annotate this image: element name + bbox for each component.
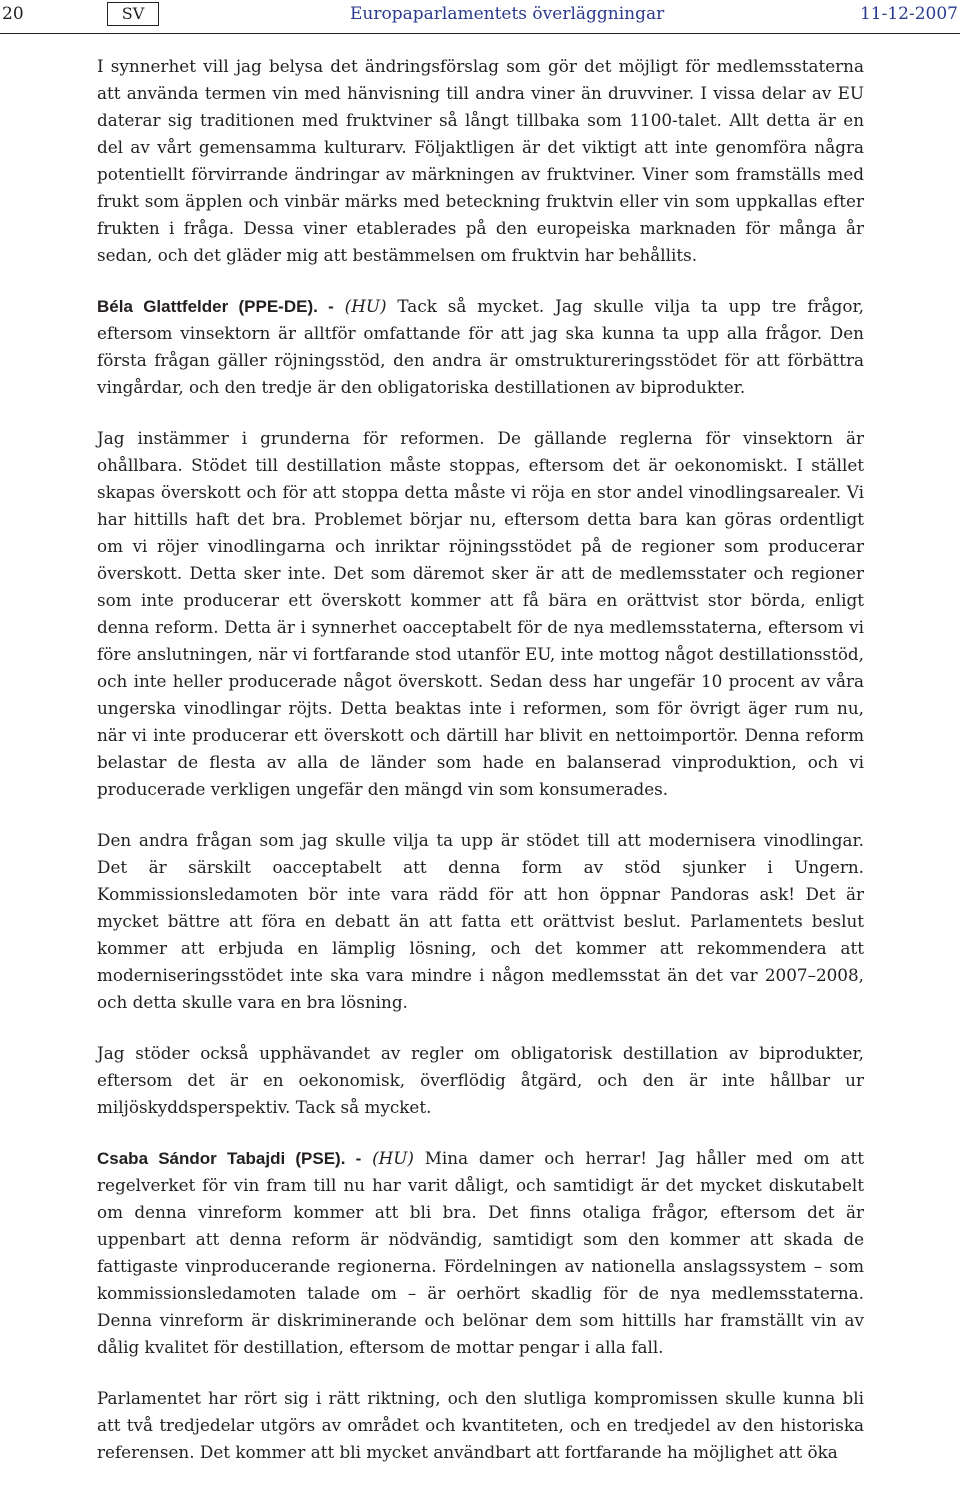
page-number: 20 <box>2 4 24 24</box>
speaker-name: Csaba Sándor Tabajdi (PSE). - <box>97 1149 362 1168</box>
language-code-box: SV <box>107 2 159 26</box>
paragraph-6 <box>97 1145 864 1361</box>
document-title: Europaparlamentets överläggningar <box>350 4 665 24</box>
document-date: 11-12-2007 <box>859 4 958 24</box>
page-header <box>0 0 960 34</box>
paragraph-7 <box>97 1385 864 1466</box>
paragraph-1 <box>97 53 864 269</box>
paragraph-text: Mina damer och herrar! Jag håller med om att regelverket för vin fram till nu har varit dåligt, och samtidigt är det mycket diskutabelt om denna vinreform kommer att bli bra. Det finns otaliga frågor, eftersom det är uppenbart att denna reform är nödvändig, samtidigt som den kommer att skada de fattigaste vinproducerande regionerna. Fördelningen av nationella anslagssystem – som kommissionsledamoten talade om – är oerhört skadlig för de nya medlemsstaterna. Denna vinreform är diskriminerande och belönar dem som hittills har framställt vin av dålig kvalitet för destillation, eftersom de mottar pengar i alla fall. <box>97 1148 864 1357</box>
paragraph-4 <box>97 827 864 1016</box>
speaker-name: Béla Glattfelder (PPE-DE). - <box>97 297 334 316</box>
paragraph-text: Den andra frågan som jag skulle vilja ta upp är stödet till att modernisera vinodlingar. Det är särskilt oacceptabelt att denna form av stöd sjunker i Ungern. Kommissionsledamoten bör inte vara rädd för att hon öppnar Pandoras ask! Det är mycket bättre att föra en debatt än att fatta ett orättvist beslut. Parlamentets beslut kommer att erbjuda en lämplig lösning, och det kommer att rekommendera att moderniseringsstödet inte ska vara mindre i någon medlemsstat än det var 2007–2008, och detta skulle vara en bra lösning. <box>97 830 864 1012</box>
paragraph-text: Jag instämmer i grunderna för reformen. De gällande reglerna för vinsektorn är ohållbara. Stödet till destillation måste stoppas, eftersom det är oekonomiskt. I stället skapas överskott och för att stoppa detta måste vi röja en stor andel vinodlingsarealer. Vi har hittills haft det bra. Problemet börjar nu, eftersom detta bara kan göras ordentligt om vi röjer vinodlingarna och inriktar röjningsstödet på de regioner som producerar överskott. Detta sker inte. Det som däremot sker är att de medlemsstater och regioner som inte producerar ett överskott kommer att få bära en orättvist stor börda, enligt denna reform. Detta är i synnerhet oacceptabelt för de nya medlemsstaterna, eftersom vi före anslutningen, när vi fortfarande stod utanför EU, inte mottog något destillationsstöd, och inte heller producerade något överskott. Sedan dess har ungefär 10 procent av våra ungerska vinodlingar röjts. Detta beaktas inte i reformen, som för övrigt äger rum nu, när vi inte producerar ett överskott och därtill har blivit en nettoimportör. Denna reform belastar de flesta av alla de länder som hade en balanserad vinproduktion, och vi producerade verkligen ungefär den mängd vin som konsumerades. <box>97 428 864 799</box>
paragraph-text: I synnerhet vill jag belysa det ändringsförslag som gör det möjligt för medlemsstaterna att använda termen vin med hänvisning till andra viner än druvviner. I vissa delar av EU daterar sig traditionen med fruktviner så långt tillbaka som 1100-talet. Allt detta är en del av vårt gemensamma kulturarv. Följaktligen är det viktigt att inte genomföra några potentiellt förvirrande ändringar av märkningen av fruktviner. Viner som framställs med frukt som äpplen och vinbär märks med beteckning fruktvin eller vin som uppkallas efter frukten i fråga. Dessa viner etablerades på den europeiska marknaden för många år sedan, och det gläder mig att bestämmelsen om fruktvin har behållits. <box>97 56 864 265</box>
header-divider <box>0 33 960 34</box>
language-tag: (HU) <box>372 1148 414 1168</box>
paragraph-5 <box>97 1040 864 1121</box>
paragraph-text: Tack så mycket. Jag skulle vilja ta upp tre frågor, eftersom vinsektorn är alltför omfattande för att jag ska kunna ta upp alla frågor. Den första frågan gäller röjningsstöd, den andra är omstruktureringsstödet för att förbättra vingårdar, och den tredje är den obligatoriska destillationen av biprodukter. <box>97 296 864 397</box>
paragraph-2 <box>97 293 864 401</box>
document-body <box>97 53 864 1490</box>
paragraph-3 <box>97 425 864 803</box>
paragraph-text: Parlamentet har rört sig i rätt riktning, och den slutliga kompromissen skulle kunna bli att två tredjedelar utgörs av området och kvantiteten, och en tredjedel av den historiska referensen. Det kommer att bli mycket användbart att fortfarande ha möjlighet att öka <box>97 1388 864 1462</box>
paragraph-text: Jag stöder också upphävandet av regler om obligatorisk destillation av biprodukter, eftersom det är en oekonomisk, överflödig åtgärd, och den är inte hållbar ur miljöskyddsperspektiv. Tack så mycket. <box>97 1043 864 1117</box>
language-tag: (HU) <box>344 296 387 316</box>
